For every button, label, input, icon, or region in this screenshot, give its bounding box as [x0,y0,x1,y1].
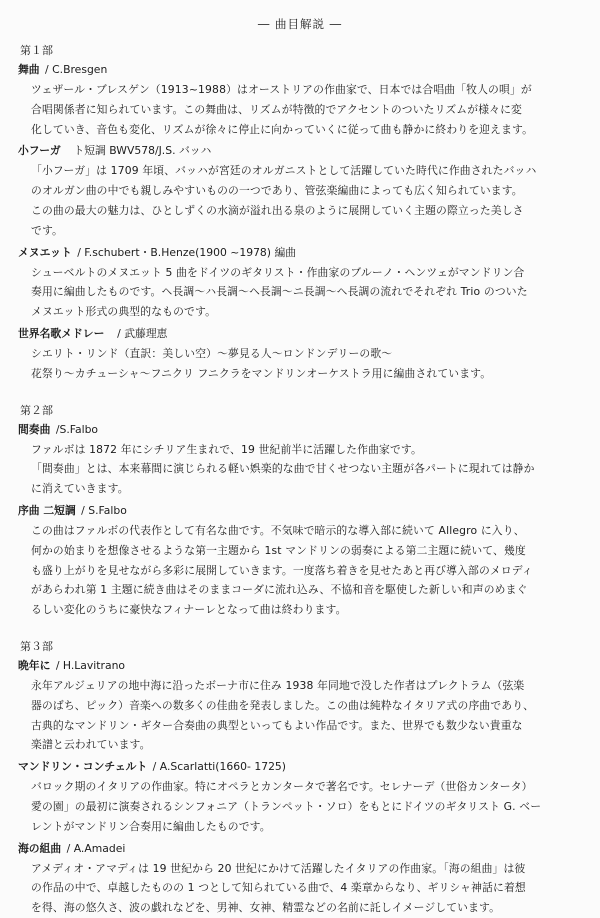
description-line: 何かの始まりを想像させるような第一主題から 1st マンドリンの弱奏による第二主題に続いて、幾度 [31,543,526,557]
description-line: シエリト・リンド（直訳：美しい空）～夢見る人～ロンドンデリーの歌～ [31,346,393,360]
piece-name: 海の組曲 [18,841,62,855]
description-line: レントがマンドリン合奏用に編曲したものです。 [31,819,271,833]
description-line: のオルガン曲の中でも親しみやすいものの一つであり、管弦楽編曲によっても広く知られています。 [31,184,523,198]
description-line: この曲はファルボの代表作として有名な曲です。不気味で暗示的な導入部に続いて Allegro に入り、 [31,523,525,537]
description-line: があらわれ第 1 主題に続き曲はそのままコーダに流れ込み、不協和音を駆使した新しい和声のめまぐ [31,583,528,597]
description-line: ファルボは 1872 年にシチリア生まれで、19 世紀前半に活躍した作曲家です。 [31,442,422,456]
description-line: 合唱関係者に知られています。この舞曲は、リズムが特徴的でアクセントのついたリズムが様々に変 [31,102,522,116]
piece-heading [18,60,582,79]
page-title: ― 曲目解説 ― [257,17,343,31]
piece-heading [18,420,582,439]
piece-description [18,263,582,322]
description-line: 楽譜と云われています。 [31,738,151,752]
piece-heading [18,243,582,262]
piece-description [18,344,582,384]
piece-composer: / F.schubert・B.Henze(1900 ~1978) 編曲 [73,245,297,259]
piece-description [18,521,582,620]
description-line: るしい変化のうちに豪快なフィナーレとなって曲は終わります。 [31,603,347,617]
piece-name: 世界名歌メドレー [18,326,105,340]
piece-composer: / H.Lavitrano [52,658,126,672]
piece-name: 小フーガ [18,144,61,158]
part-heading: 第２部 [20,403,53,417]
description-line: 永年アルジェリアの地中海に沿ったボーナ市に住み 1938 年同地で没した作者はプレクトラム（弦楽 [31,678,525,692]
piece-heading [18,656,582,675]
piece-description [18,777,582,836]
piece-name: マンドリン・コンチェルト [18,760,148,774]
piece-composer: / S.Falbo [77,503,127,517]
description-line: 花祭り～カチューシャ～フニクリ フニクラをマンドリンオーケストラ用に編曲されています。 [31,366,492,380]
description-line: アメディオ・アマディは 19 世紀から 20 世紀にかけて活躍したイタリアの作曲家。「海の組曲」は彼 [31,861,526,875]
piece-composer: ト短調 BWV578/J.S. バッハ [62,144,212,158]
piece-description [18,676,582,755]
description-line: メヌエット形式の典型的なものです。 [31,305,217,319]
parts-container [18,42,582,918]
description-line: です。 [31,223,63,237]
description-line: 愛の園」の最初に演奏されるシンフォニア（トランペット・ソロ）をもとにドイツのギタリスト G. ベー [31,799,542,813]
description-line: も盛り上がりを見せながら多彩に展開していきます。一度落ち着きを見せたあと再び導入部のメロディ [31,563,533,577]
description-line: に消えていきます。 [31,482,129,496]
piece-name: 間奏曲 [18,422,51,436]
description-line: シューベルトのメヌエット 5 曲をドイツのギタリスト・作曲家のブルーノ・ヘンツェがマンドリン合 [31,265,525,279]
piece-composer: /S.Falbo [52,422,99,436]
piece-heading [18,501,582,520]
piece-description [18,161,582,240]
description-line: の作品の中で、卓越したものの 1 つとして知られている曲で、4 楽章からなり、ギリシャ神話に着想 [31,881,526,895]
description-line: 古典的なマンドリン・ギター合奏曲の典型といってもよい作品です。また、世界でも数少ない貴重な [31,718,523,732]
description-line: を得、海の悠久さ、波の戯れなどを、男神、女神、精霊などの名前に託しイメージしています。 [31,901,501,915]
piece-description [18,80,582,139]
piece-composer: / A.Scarlatti(1660- 1725) [149,760,287,774]
part-heading: 第３部 [20,639,53,653]
description-line: 奏用に編曲したものです。ヘ長調～ハ長調～ヘ長調～ニ長調～ヘ長調の流れでそれぞれ Trio のついた [31,285,528,299]
description-line: 「小フーガ」は 1709 年頃、バッハが宮廷のオルガニストとして活躍していた時代に作曲されたバッハ [31,164,537,178]
description-line: 「間奏曲」とは、本来幕間に演じられる軽い娯楽的な曲で甘くせつない主題が各パートに現れては静か [31,462,535,476]
description-line: ツェザール・ブレスゲン（1913~1988）はオーストリアの作曲家で、日本では合唱曲「牧人の唄」が [31,83,532,96]
piece-name: 序曲 二短調 [18,503,76,517]
piece-name: 舞曲 [18,63,40,76]
piece-name: メヌエット [18,245,72,259]
piece-description [18,440,582,499]
piece-heading [18,141,582,160]
piece-composer: / 武藤理恵 [106,326,168,340]
piece-heading [18,757,582,776]
piece-composer: / A.Amadei [63,841,126,855]
piece-composer: / C.Bresgen [41,63,108,76]
piece-heading [18,324,582,343]
description-line: バロック期のイタリアの作曲家。特にオペラとカンタータで著名です。セレナーデ（世俗カンタータ） [31,780,533,794]
piece-heading [18,839,582,858]
piece-description [18,859,582,918]
part-heading: 第１部 [20,44,53,57]
description-line: 器のばち、ピック）音楽への数多くの佳曲を発表しました。この曲は純粋なイタリア式の序曲であり、 [31,698,535,712]
description-line: この曲の最大の魅力は、ひとしずくの水滴が溢れ出る泉のように展開していく主題の際立った美しさ [31,203,524,217]
piece-name: 晩年に [18,658,51,672]
description-line: 化していき、音色も変化、リズムが徐々に停止に向かっていくに従って曲も静かに終わりを迎えます。 [31,122,534,136]
